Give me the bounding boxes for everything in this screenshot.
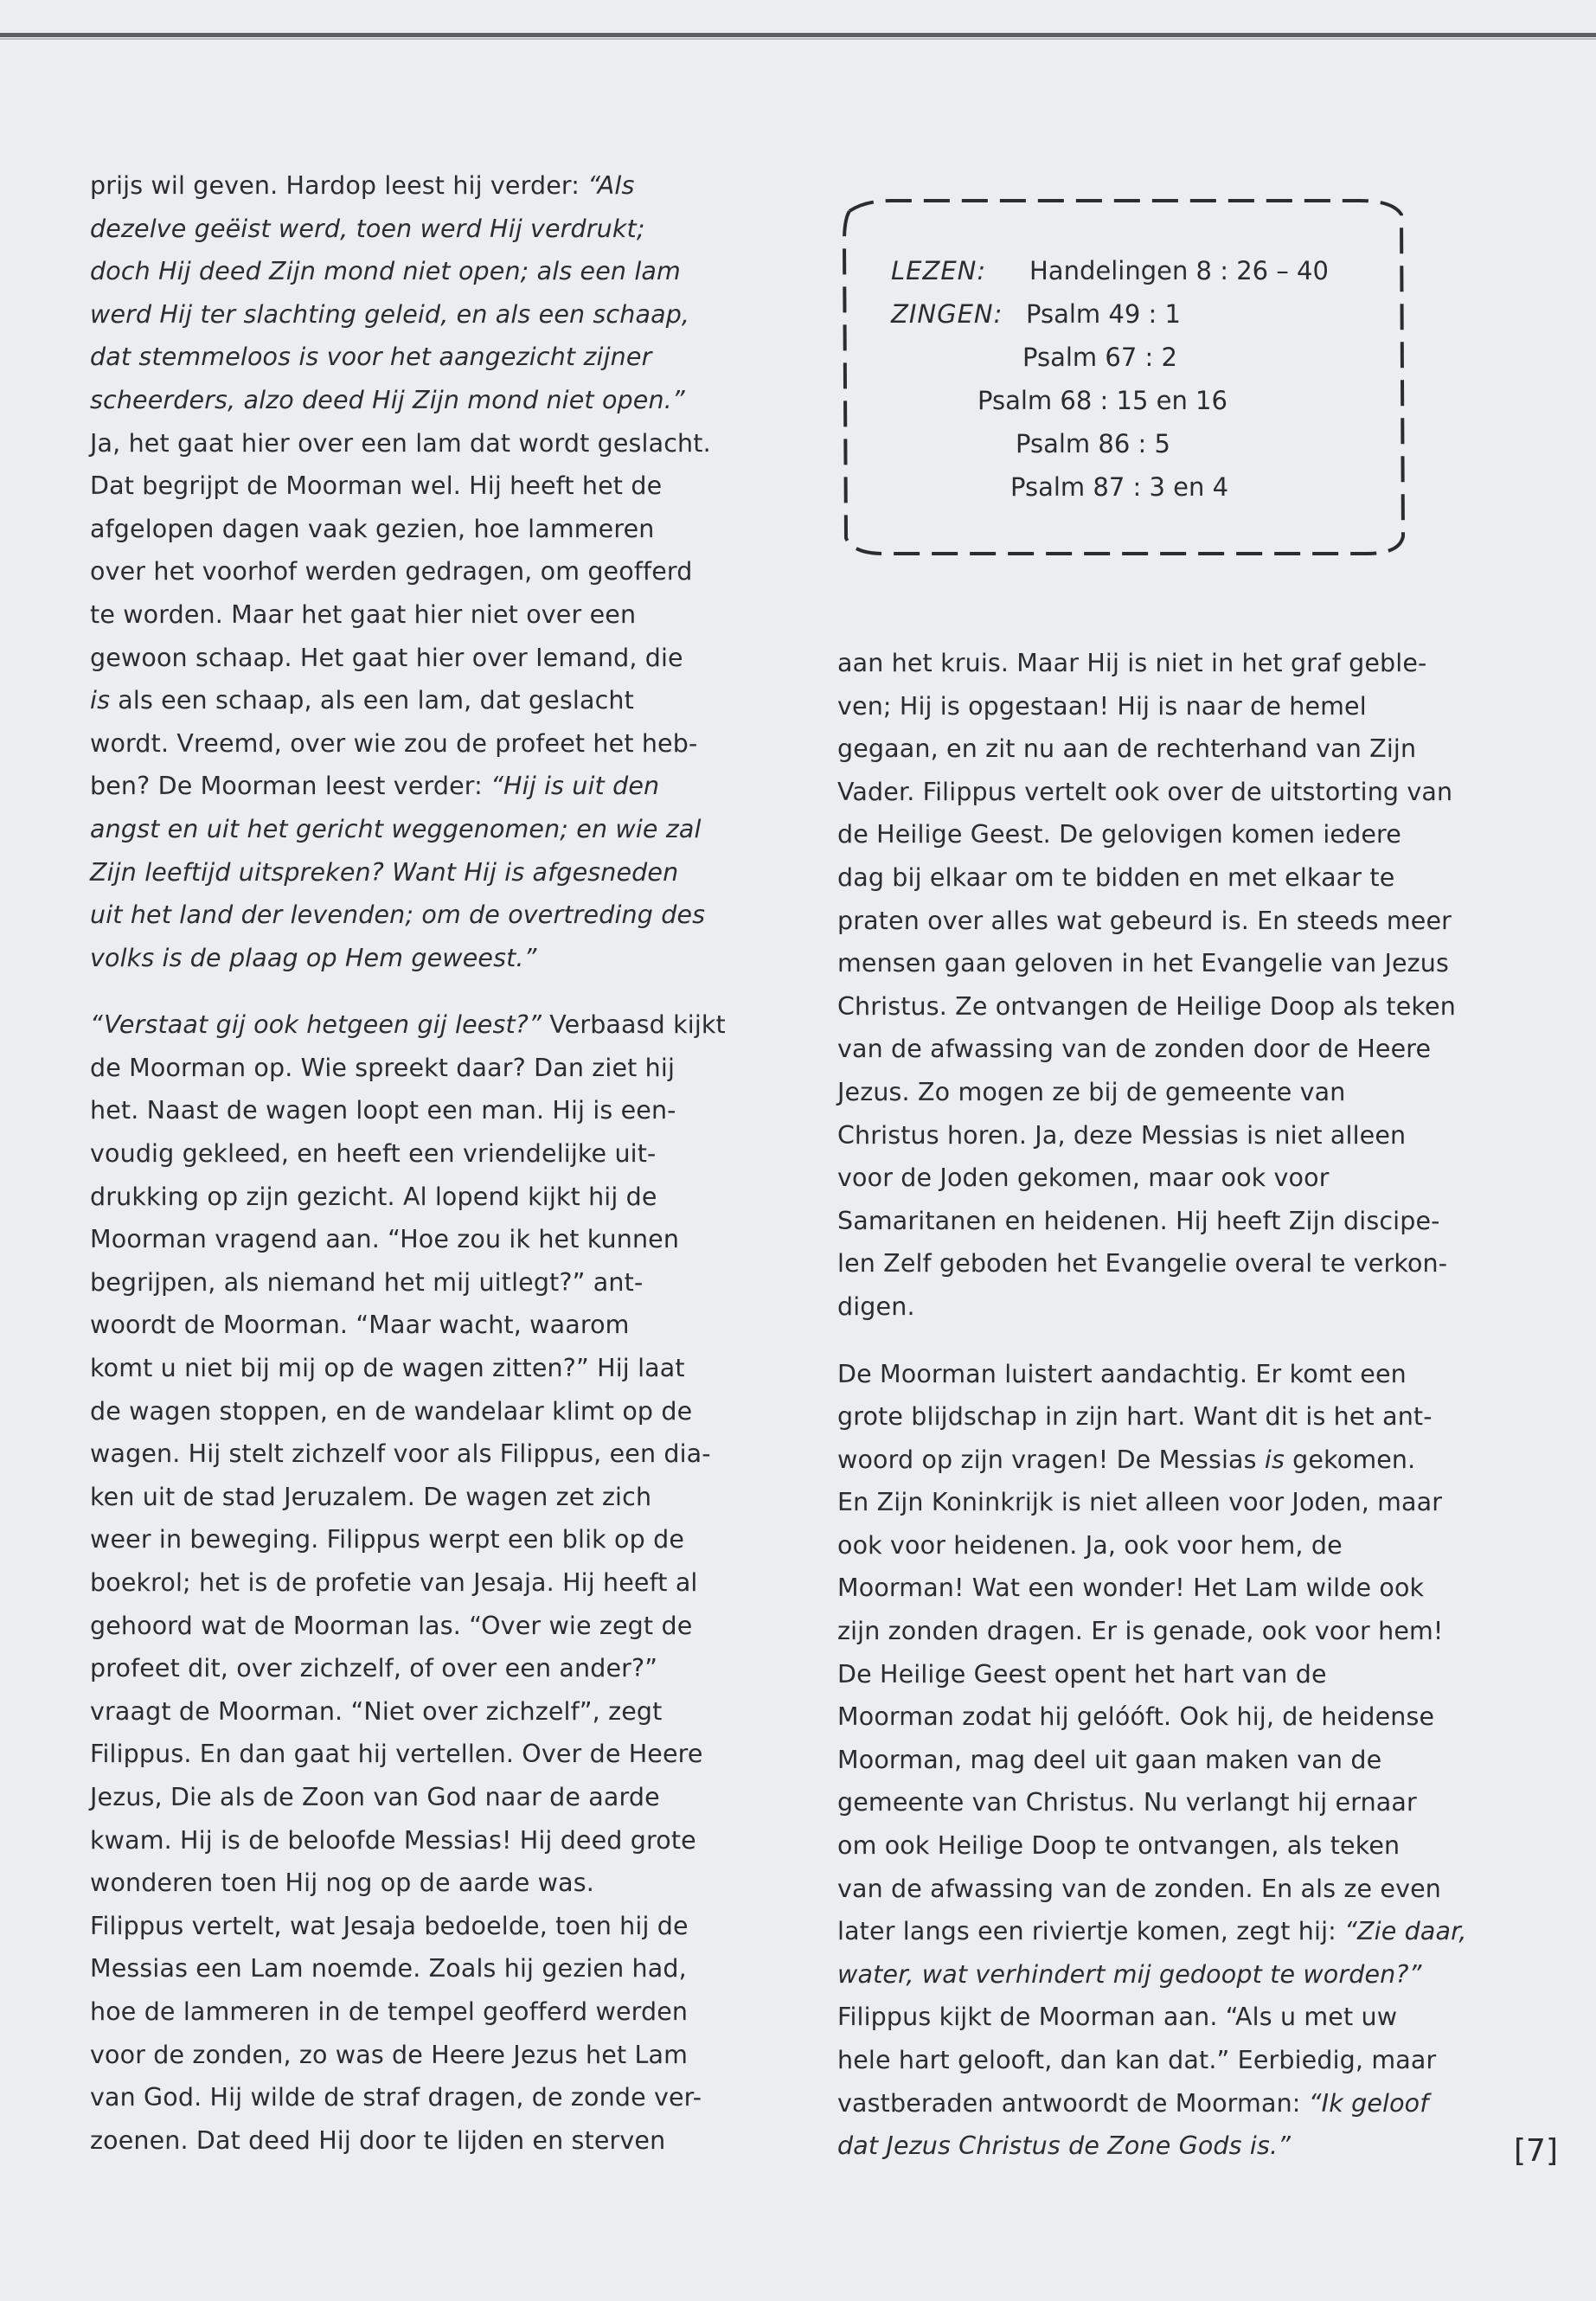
text-line: [90, 1433, 734, 1476]
text-line: [90, 508, 734, 551]
text-line: [90, 1647, 734, 1690]
italic-text: water, wat verhindert mij gedoopt te worden?”: [837, 1959, 1422, 1989]
text-segment: Verbaasd kijkt: [542, 1010, 726, 1040]
text-line: [90, 422, 734, 465]
text-line: [90, 1776, 734, 1819]
text-segment: zoenen. Dat deed Hij door te lijden en sterven: [90, 2125, 666, 2155]
text-line: [837, 900, 1482, 943]
text-line: [90, 1733, 734, 1776]
paragraph-gap: [90, 979, 734, 1003]
text-line: [90, 894, 734, 937]
text-segment: Christus horen. Ja, deze Messias is niet alleen: [837, 1120, 1407, 1150]
text-segment: Moorman zodat hij gelóóft. Ook hij, de heidense: [837, 1702, 1435, 1732]
zingen-label: ZINGEN:: [891, 299, 1003, 329]
page-number: [7]: [1514, 2133, 1558, 2169]
text-line: [90, 1347, 734, 1390]
text-segment: len Zelf geboden het Evangelie overal te verkon-: [837, 1249, 1448, 1279]
text-line: [837, 1953, 1482, 1997]
text-line: [90, 1990, 734, 2034]
psalm-item: Psalm 67 : 2: [1022, 343, 1177, 372]
text-segment: over het voorhof werden gedragen, om geofferd: [90, 557, 693, 586]
text-segment: weer in beweging. Filippus werpt een blik op de: [90, 1525, 685, 1554]
text-segment: dag bij elkaar om te bidden en met elkaar te: [837, 862, 1395, 892]
italic-text: scheerders, alzo deed Hij Zijn mond niet open.”: [90, 385, 685, 414]
italic-text: “Zie daar,: [1344, 1917, 1467, 1946]
lezen-value-row: [1029, 256, 1329, 285]
text-segment: Jezus. Zo mogen ze bij de gemeente van: [837, 1077, 1346, 1106]
text-segment: woord op zijn vragen! De Messias: [837, 1445, 1265, 1474]
text-line: [90, 765, 734, 808]
text-line: [90, 465, 734, 508]
lezen-value: Handelingen 8 : 26 – 40: [1029, 256, 1329, 285]
text-segment: voor de zonden, zo was de Heere Jezus het Lam: [90, 2040, 689, 2069]
text-line: [837, 1439, 1482, 1482]
text-segment: prijs wil geven. Hardop leest hij verder:: [90, 171, 588, 200]
paragraph-gap: [837, 1329, 1482, 1353]
text-segment: hoe de lammeren in de tempel geofferd werden: [90, 1997, 689, 2026]
text-line: [90, 208, 734, 251]
text-line: [837, 1157, 1482, 1200]
text-line: [837, 985, 1482, 1029]
text-segment: drukking op zijn gezicht. Al lopend kijkt hij de: [90, 1182, 657, 1211]
text-segment: vastberaden antwoordt de Moorman:: [837, 2088, 1309, 2118]
italic-text: “Als: [587, 171, 635, 200]
text-segment: te worden. Maar het gaat hier niet over een: [90, 599, 637, 629]
text-segment: En Zijn Koninkrijk is niet alleen voor Joden, maar: [837, 1488, 1443, 1517]
text-segment: Moorman vragend aan. “Hoe zou ik het kunnen: [90, 1225, 680, 1254]
text-segment: Filippus kijkt de Moorman aan. “Als u met uw: [837, 2003, 1398, 2032]
text-line: [837, 1285, 1482, 1329]
text-segment: ken uit de stad Jeruzalem. De wagen zet zich: [90, 1482, 652, 1511]
text-line: [837, 642, 1482, 685]
text-line: [90, 2119, 734, 2163]
italic-text: is: [1264, 1445, 1285, 1474]
text-segment: Filippus. En dan gaat hij vertellen. Over de Heere: [90, 1740, 703, 1769]
text-line: [837, 1739, 1482, 1782]
text-segment: Ja, het gaat hier over een lam dat wordt geslacht.: [90, 428, 711, 458]
dashed-border: [830, 189, 1419, 562]
text-line: [90, 1003, 734, 1047]
text-line: [90, 1132, 734, 1176]
text-segment: vraagt de Moorman. “Niet over zichzelf”, zegt: [90, 1696, 663, 1726]
text-segment: afgelopen dagen vaak gezien, hoe lammeren: [90, 514, 655, 543]
text-segment: gewoon schaap. Het gaat hier over Iemand, die: [90, 643, 683, 672]
text-line: [837, 727, 1482, 771]
text-segment: van God. Hij wilde de straf dragen, de zonde ver-: [90, 2083, 702, 2112]
text-segment: mensen gaan geloven in het Evangelie van Jezus: [837, 949, 1450, 978]
text-segment: zijn zonden dragen. Er is genade, ook voor hem!: [837, 1617, 1444, 1646]
text-line: [90, 808, 734, 851]
text-line: [837, 2125, 1482, 2168]
text-segment: boekrol; het is de profetie van Jesaja. Hij heeft al: [90, 1568, 698, 1597]
text-line: [90, 1261, 734, 1304]
italic-text: volks is de plaag op Hem geweest.”: [90, 943, 537, 972]
top-rule: [0, 33, 1596, 37]
top-rule-shadow: [0, 38, 1596, 40]
text-line: [837, 771, 1482, 814]
text-line: [90, 1218, 734, 1261]
text-segment: grote blijdschap in zijn hart. Want dit is het ant-: [837, 1402, 1433, 1432]
text-line: [90, 1089, 734, 1132]
text-line: [90, 293, 734, 336]
text-segment: later langs een riviertje komen, zegt hij:: [837, 1917, 1345, 1946]
text-segment: gekomen.: [1284, 1445, 1416, 1474]
text-segment: voor de Joden gekomen, maar ook voor: [837, 1163, 1330, 1193]
zingen-row: [891, 299, 1003, 329]
text-line: [837, 2039, 1482, 2082]
text-segment: Vader. Filippus vertelt ook over de uitstorting van: [837, 777, 1453, 806]
text-segment: Samaritanen en heidenen. Hij heeft Zijn discipe-: [837, 1206, 1440, 1235]
italic-text: “Hij is uit den: [490, 772, 660, 801]
text-line: [837, 1071, 1482, 1114]
text-line: [90, 164, 734, 208]
text-line: [90, 679, 734, 722]
lezen-label: LEZEN:: [891, 256, 987, 285]
text-segment: kwam. Hij is de beloofde Messias! Hij deed grote: [90, 1825, 696, 1855]
text-line: [837, 1481, 1482, 1524]
text-segment: de wagen stoppen, en de wandelaar klimt op de: [90, 1396, 693, 1426]
text-line: [90, 637, 734, 680]
lezen-row: [891, 256, 986, 285]
italic-text: is: [90, 686, 111, 715]
text-line: [90, 937, 734, 980]
text-line: [90, 1390, 734, 1433]
text-segment: woordt de Moorman. “Maar wacht, waarom: [90, 1311, 630, 1340]
italic-text: dat stemmeloos is voor het aangezicht zijner: [90, 343, 652, 372]
text-line: [90, 1605, 734, 1648]
italic-text: doch Hij deed Zijn mond niet open; als een lam: [90, 257, 681, 286]
text-line: [837, 1868, 1482, 1911]
psalm-item: Psalm 68 : 15 en 16: [977, 386, 1227, 415]
text-line: [90, 1176, 734, 1219]
text-line: [837, 856, 1482, 900]
text-segment: Moorman! Wat een wonder! Het Lam wilde ook: [837, 1574, 1425, 1603]
italic-text: dezelve geëist werd, toen werd Hij verdrukt;: [90, 214, 645, 243]
text-line: [90, 336, 734, 379]
text-line: [837, 1028, 1482, 1071]
text-segment: wagen. Hij stelt zichzelf voor als Filippus, een dia-: [90, 1439, 711, 1469]
text-line: [837, 1114, 1482, 1157]
text-segment: van de afwassing van de zonden. En als ze even: [837, 1874, 1442, 1903]
text-line: [90, 1905, 734, 1948]
text-segment: De Heilige Geest opent het hart van de: [837, 1659, 1327, 1689]
text-segment: ven; Hij is opgestaan! Hij is naar de hemel: [837, 691, 1367, 721]
reading-box: [830, 189, 1419, 562]
text-segment: voudig gekleed, en heeft een vriendelijke uit-: [90, 1139, 657, 1169]
text-line: [90, 1690, 734, 1734]
text-line: [837, 1567, 1482, 1610]
text-segment: gehoord wat de Moorman las. “Over wie zegt de: [90, 1611, 693, 1640]
text-line: [837, 1910, 1482, 1953]
text-segment: de Heilige Geest. De gelovigen komen iedere: [837, 820, 1401, 849]
text-line: [837, 1242, 1482, 1285]
text-line: [90, 722, 734, 766]
text-segment: profeet dit, over zichzelf, of over een ander?”: [90, 1654, 658, 1683]
text-line: [90, 593, 734, 637]
psalm-item: Psalm 87 : 3 en 4: [1010, 472, 1229, 502]
text-line: [90, 1476, 734, 1519]
text-line: [837, 1524, 1482, 1567]
text-line: [90, 379, 734, 422]
text-segment: Filippus vertelt, wat Jesaja bedoelde, toen hij de: [90, 1911, 689, 1940]
psalm-item: Psalm 86 : 5: [1016, 429, 1170, 458]
italic-text: werd Hij ter slachting geleid, en als een schaap,: [90, 299, 690, 329]
text-segment: aan het kruis. Maar Hij is niet in het graf geble-: [837, 649, 1427, 677]
italic-text: dat Jezus Christus de Zone Gods is.”: [837, 2131, 1292, 2161]
text-line: [837, 942, 1482, 985]
text-segment: digen.: [837, 1292, 915, 1321]
text-line: [90, 1862, 734, 1905]
text-segment: ben? De Moorman leest verder:: [90, 772, 491, 801]
italic-text: “Verstaat gij ook hetgeen gij leest?”: [90, 1010, 542, 1040]
text-segment: om ook Heilige Doop te ontvangen, als teken: [837, 1831, 1401, 1861]
text-line: [837, 1824, 1482, 1868]
left-column: [90, 164, 734, 2162]
text-line: [90, 1518, 734, 1561]
italic-text: Zijn leeftijd uitspreken? Want Hij is afgesneden: [90, 857, 679, 887]
text-segment: Moorman, mag deel uit gaan maken van de: [837, 1745, 1382, 1774]
text-segment: de Moorman op. Wie spreekt daar? Dan ziet hij: [90, 1053, 676, 1082]
text-line: [90, 1561, 734, 1605]
text-segment: Messias een Lam noemde. Zoals hij gezien had,: [90, 1954, 687, 1984]
text-segment: De Moorman luistert aandachtig. Er komt een: [837, 1359, 1407, 1388]
right-column: [837, 642, 1482, 2168]
text-line: [837, 2082, 1482, 2125]
text-segment: gemeente van Christus. Nu verlangt hij ernaar: [837, 1788, 1417, 1817]
text-line: [90, 2034, 734, 2077]
text-segment: wordt. Vreemd, over wie zou de profeet het heb-: [90, 728, 698, 758]
text-line: [837, 685, 1482, 728]
italic-text: angst en uit het gericht weggenomen; en wie zal: [90, 814, 702, 843]
text-line: [837, 1395, 1482, 1439]
text-line: [837, 1781, 1482, 1824]
italic-text: uit het land der levenden; om de overtreding des: [90, 901, 706, 930]
italic-text: “Ik geloof: [1308, 2088, 1429, 2118]
text-line: [837, 1610, 1482, 1653]
text-line: [837, 813, 1482, 856]
text-segment: hele hart gelooft, dan kan dat.” Eerbiedig, maar: [837, 2046, 1437, 2074]
text-line: [837, 1996, 1482, 2039]
text-segment: wonderen toen Hij nog op de aarde was.: [90, 1868, 594, 1898]
text-line: [90, 1304, 734, 1347]
text-segment: Jezus, Die als de Zoon van God naar de aarde: [90, 1782, 660, 1811]
text-line: [90, 1047, 734, 1090]
text-line: [90, 851, 734, 894]
psalm-item: Psalm 49 : 1: [1026, 299, 1181, 329]
text-line: [90, 550, 734, 593]
text-line: [837, 1353, 1482, 1396]
text-segment: Christus. Ze ontvangen de Heilige Doop als teken: [837, 991, 1456, 1021]
text-line: [90, 2076, 734, 2119]
text-line: [90, 250, 734, 293]
text-segment: ook voor heidenen. Ja, ook voor hem, de: [837, 1530, 1343, 1560]
text-line: [837, 1200, 1482, 1243]
text-line: [90, 1947, 734, 1990]
text-segment: als een schaap, als een lam, dat geslacht: [110, 686, 634, 715]
text-segment: praten over alles wat gebeurd is. En steeds meer: [837, 906, 1452, 935]
text-line: [837, 1695, 1482, 1739]
text-segment: begrijpen, als niemand het mij uitlegt?” ant-: [90, 1267, 644, 1297]
text-segment: Dat begrijpt de Moorman wel. Hij heeft het de: [90, 471, 663, 501]
text-segment: van de afwassing van de zonden door de Heere: [837, 1035, 1432, 1064]
text-segment: gegaan, en zit nu aan de rechterhand van Zijn: [837, 734, 1417, 764]
text-segment: het. Naast de wagen loopt een man. Hij is een-: [90, 1096, 676, 1125]
text-segment: komt u niet bij mij op de wagen zitten?” Hij laat: [90, 1354, 685, 1383]
text-line: [837, 1653, 1482, 1696]
text-line: [90, 1819, 734, 1862]
